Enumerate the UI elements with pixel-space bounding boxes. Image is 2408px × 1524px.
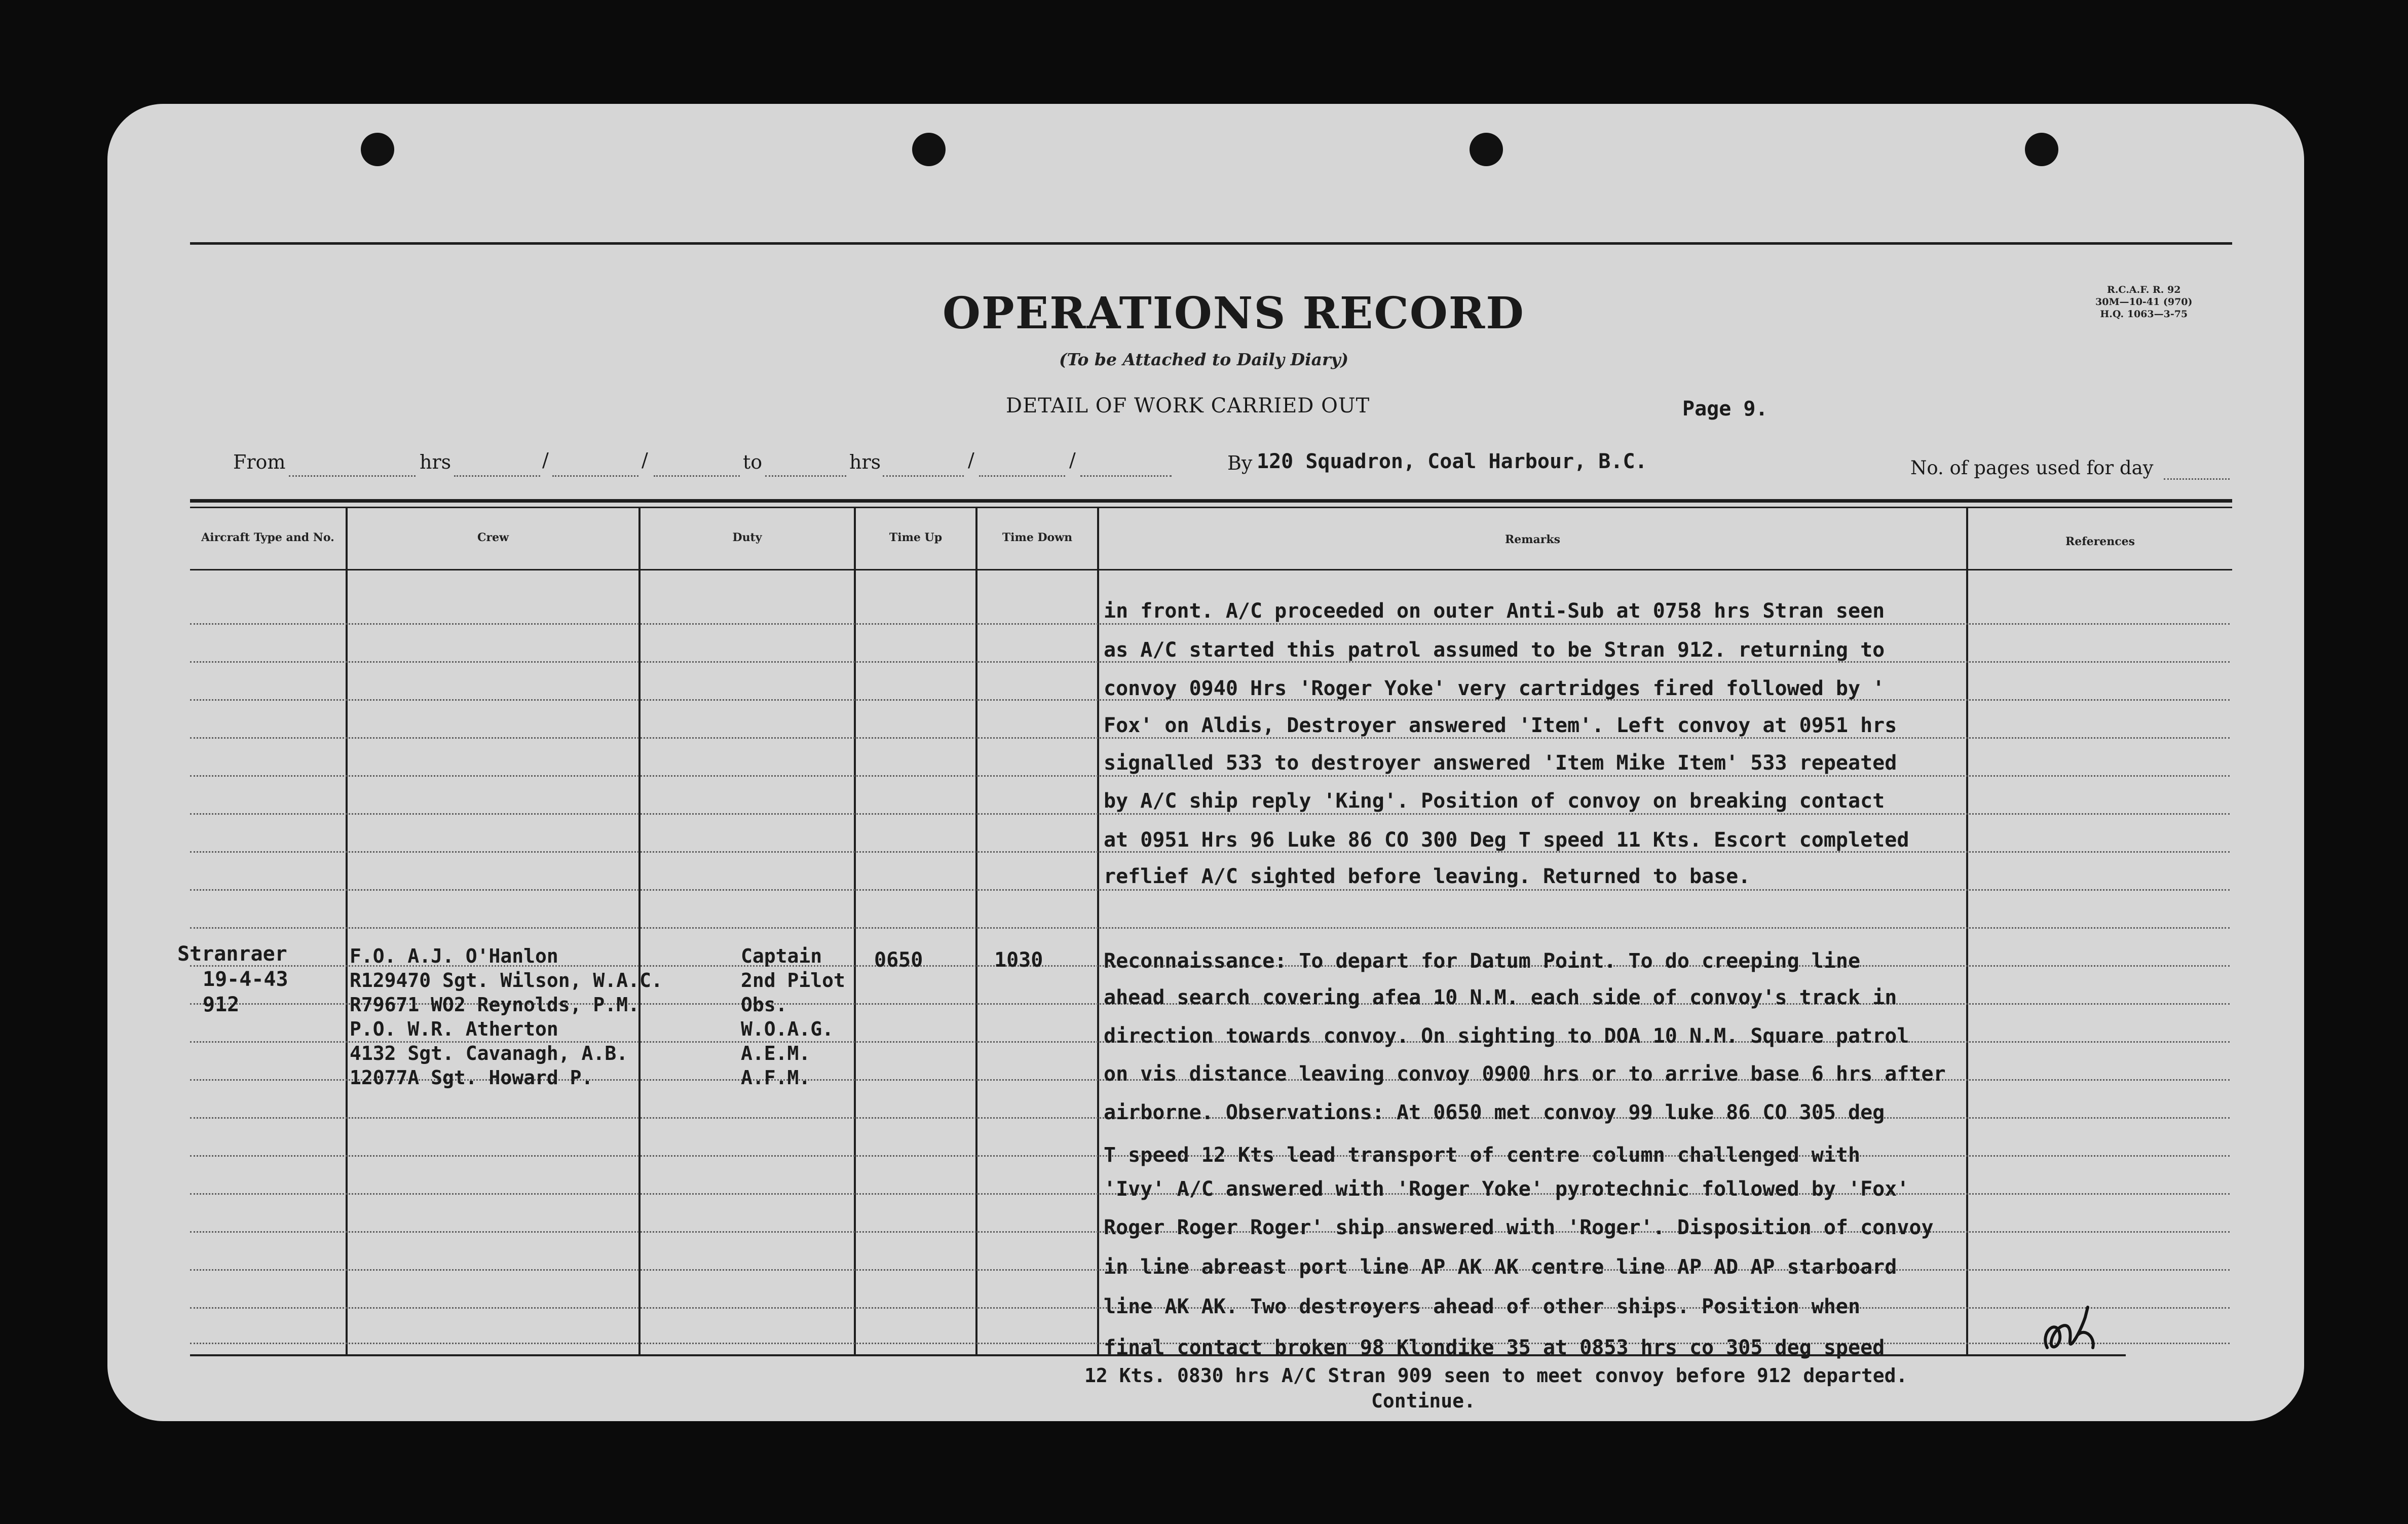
remark-line: reflief A/C sighted before leaving. Returned to base. (1104, 865, 1751, 888)
punch-hole (2025, 133, 2058, 166)
col-divider (346, 507, 348, 1355)
form-code-line: H.Q. 1063—3-75 (2100, 309, 2188, 320)
blank (654, 475, 740, 477)
ruled-line (190, 737, 2230, 739)
slash: / (642, 449, 648, 471)
remark-line: T speed 12 Kts lead transport of centre column challenged with (1104, 1144, 1861, 1167)
remark-line: in line abreast port line AP AK AK centre line AP AD AP starboard (1104, 1255, 1897, 1279)
remark-line: line AK AK. Two destroyers ahead of other ships. Position when (1104, 1295, 1861, 1318)
col-header-time-up: Time Up (889, 531, 943, 544)
remark-line: 'Ivy' A/C answered with 'Roger Yoke' pyrotechnic followed by 'Fox' (1104, 1177, 1909, 1201)
crew-duty: W.O.A.G. (741, 1018, 834, 1040)
detail-heading: DETAIL OF WORK CARRIED OUT (1006, 394, 1370, 417)
col-divider (854, 507, 856, 1355)
aircraft-type: Stranraer (177, 942, 287, 966)
continue-note: Continue. (1371, 1390, 1476, 1412)
remark-line: by A/C ship reply 'King'. Position of convoy on breaking contact (1104, 789, 1885, 813)
entry-date: 19-4-43 (203, 968, 288, 991)
pages-used-blank (2164, 478, 2230, 480)
remark-line: as A/C started this patrol assumed to be Stran 912. returning to (1104, 638, 1885, 662)
form-code-line: 30M—10-41 (970) (2095, 296, 2193, 308)
blank (1080, 475, 1172, 477)
form-subtitle: (To be Attached to Daily Diary) (1059, 350, 1349, 369)
crew-member: P.O. W.R. Atherton (350, 1018, 558, 1040)
ruled-line (190, 927, 2230, 929)
table-top-rule-inner (190, 507, 2232, 508)
crew-duty: Captain (741, 945, 822, 967)
blank (552, 475, 638, 477)
crew-duty: A.E.M. (741, 1042, 811, 1064)
form-title: OPERATIONS RECORD (943, 288, 1525, 339)
ruled-line (190, 813, 2230, 815)
remark-line: Reconnaissance: To depart for Datum Point. To do creeping line (1104, 949, 1861, 973)
remark-line: Fox' on Aldis, Destroyer answered 'Item'. Left convoy at 0951 hrs (1104, 714, 1897, 737)
remark-line: in front. A/C proceeded on outer Anti-Sub at 0758 hrs Stran seen (1104, 599, 1885, 623)
remark-line: final contact broken 98 Klondike 35 at 0853 hrs co 305 deg speed (1104, 1336, 1885, 1359)
crew-member: R129470 Sgt. Wilson, W.A.C. (350, 969, 663, 992)
blank (979, 475, 1065, 477)
col-header-duty: Duty (732, 531, 762, 544)
remark-line: ahead search covering afea 10 N.M. each side of convoy's track in (1104, 986, 1897, 1009)
crew-member: 12077A Sgt. Howard P. (350, 1066, 593, 1089)
col-header-references: References (2065, 535, 2135, 548)
to-label: to (743, 451, 763, 473)
top-rule (190, 242, 2232, 245)
page-number: Page 9. (1682, 397, 1768, 421)
col-header-time-down: Time Down (1002, 531, 1073, 544)
pages-used-label: No. of pages used for day (1910, 457, 2154, 479)
ruled-line (190, 623, 2230, 625)
col-divider (975, 507, 977, 1355)
to-blank (765, 475, 846, 477)
crew-member: R79671 WO2 Reynolds, P.M. (350, 994, 639, 1016)
crew-member: 4132 Sgt. Cavanagh, A.B. (350, 1042, 628, 1064)
remark-line: Roger Roger Roger' ship answered with 'Roger'. Disposition of convoy (1104, 1216, 1934, 1239)
col-divider (1097, 507, 1099, 1355)
remark-line: convoy 0940 Hrs 'Roger Yoke' very cartridges fired followed by ' (1104, 677, 1885, 700)
squadron-name: 120 Squadron, Coal Harbour, B.C. (1257, 450, 1647, 473)
blank (454, 475, 540, 477)
ruled-line (190, 889, 2230, 891)
crew-duty: A.F.M. (741, 1066, 811, 1089)
remark-line: on vis distance leaving convoy 0900 hrs or to arrive base 6 hrs after (1104, 1062, 1946, 1086)
overflow-remark: 12 Kts. 0830 hrs A/C Stran 909 seen to meet convoy before 912 departed. (1084, 1364, 1908, 1387)
ruled-line (190, 775, 2230, 777)
crew-duty: 2nd Pilot (741, 969, 845, 992)
col-divider (1966, 507, 1968, 1355)
by-label: By (1227, 452, 1253, 474)
col-header-crew: Crew (477, 531, 509, 544)
initials-signature (2037, 1297, 2103, 1363)
form-code-line: R.C.A.F. R. 92 (2107, 284, 2181, 295)
aircraft-number: 912 (203, 993, 240, 1016)
slash: / (1069, 449, 1076, 471)
punch-hole (1470, 133, 1503, 166)
time-down-value: 1030 (994, 948, 1043, 972)
remark-line: at 0951 Hrs 96 Luke 86 CO 300 Deg T speed 11 Kts. Escort completed (1104, 828, 1909, 852)
hrs-label: hrs (420, 451, 452, 473)
punch-hole (912, 133, 946, 166)
header-bottom-rule (190, 569, 2232, 570)
col-header-aircraft: Aircraft Type and No. (201, 531, 334, 544)
remark-line: signalled 533 to destroyer answered 'Item Mike Item' 533 repeated (1104, 751, 1897, 775)
time-up-value: 0650 (874, 948, 923, 972)
punch-hole (361, 133, 394, 166)
table-top-rule (190, 499, 2232, 503)
col-divider (638, 507, 641, 1355)
crew-member: F.O. A.J. O'Hanlon (350, 945, 558, 967)
form-code (2095, 284, 2193, 320)
hrs-label: hrs (849, 451, 881, 473)
col-header-remarks: Remarks (1504, 533, 1561, 546)
from-label: From (233, 451, 286, 473)
crew-duty: Obs. (741, 994, 787, 1016)
slash: / (968, 449, 974, 471)
from-blank (289, 475, 416, 477)
slash: / (542, 449, 549, 471)
remark-line: airborne. Observations: At 0650 met convoy 99 luke 86 CO 305 deg (1104, 1101, 1885, 1124)
remark-line: direction towards convoy. On sighting to DOA 10 N.M. Square patrol (1104, 1024, 1909, 1048)
blank (883, 475, 964, 477)
